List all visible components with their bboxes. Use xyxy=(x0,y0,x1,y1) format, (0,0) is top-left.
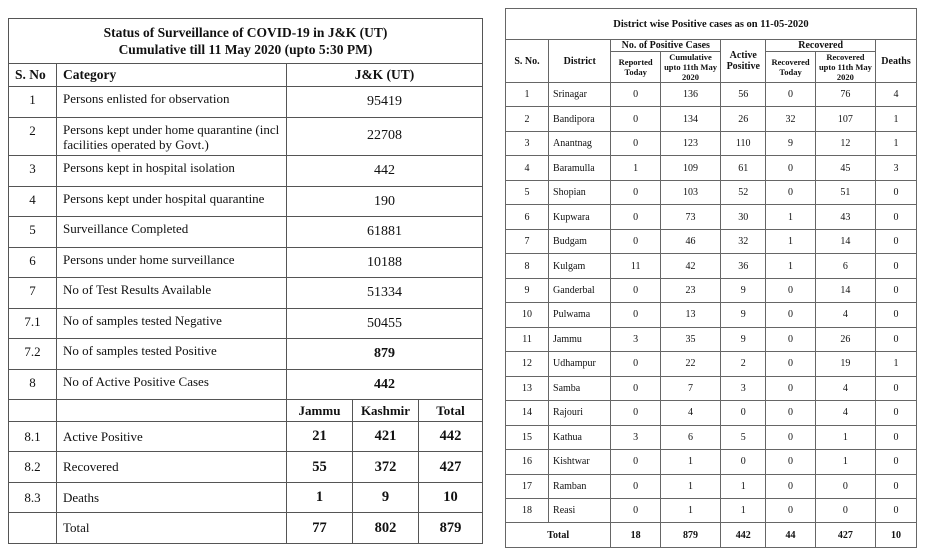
district-reported: 0 xyxy=(611,107,660,131)
district-row xyxy=(506,425,917,449)
district-rec-today: 0 xyxy=(766,180,815,204)
district-rec-today: 0 xyxy=(766,352,815,376)
district-name: Ramban xyxy=(549,474,611,498)
region-row xyxy=(9,482,483,513)
header-recovered-today: Recovered Today xyxy=(766,52,815,83)
district-reported: 0 xyxy=(611,498,660,522)
district-rec-total: 76 xyxy=(815,83,875,107)
district-reported: 0 xyxy=(611,450,660,474)
district-deaths: 0 xyxy=(876,401,917,425)
district-sno: 9 xyxy=(506,278,549,302)
district-row xyxy=(506,498,917,522)
district-active: 36 xyxy=(721,254,766,278)
district-rec-total: 12 xyxy=(815,131,875,155)
row-value: 51334 xyxy=(287,278,483,309)
district-deaths: 0 xyxy=(876,474,917,498)
district-rec-today: 0 xyxy=(766,425,815,449)
header-jk-ut: J&K (UT) xyxy=(287,64,483,87)
district-rec-total: 0 xyxy=(815,474,875,498)
district-sno: 6 xyxy=(506,205,549,229)
district-reported: 0 xyxy=(611,401,660,425)
district-total-row xyxy=(506,523,917,548)
district-reported: 3 xyxy=(611,425,660,449)
district-reported: 0 xyxy=(611,474,660,498)
district-reported: 3 xyxy=(611,327,660,351)
district-deaths: 0 xyxy=(876,180,917,204)
district-reported: 0 xyxy=(611,205,660,229)
district-name: Udhampur xyxy=(549,352,611,376)
district-rec-total: 43 xyxy=(815,205,875,229)
district-rec-today: 1 xyxy=(766,254,815,278)
district-sno: 1 xyxy=(506,83,549,107)
row-sno: 8.2 xyxy=(9,452,57,483)
district-active: 9 xyxy=(721,278,766,302)
district-row xyxy=(506,131,917,155)
district-active: 9 xyxy=(721,303,766,327)
table-row xyxy=(9,369,483,400)
region-row xyxy=(9,421,483,452)
district-deaths: 0 xyxy=(876,498,917,522)
district-rec-total: 26 xyxy=(815,327,875,351)
row-value: 50455 xyxy=(287,308,483,339)
district-cumulative: 109 xyxy=(660,156,720,180)
district-active: 0 xyxy=(721,401,766,425)
total-value: 442 xyxy=(419,421,483,452)
district-cumulative: 46 xyxy=(660,229,720,253)
district-deaths: 3 xyxy=(876,156,917,180)
district-row xyxy=(506,107,917,131)
jammu-value: 1 xyxy=(287,482,353,513)
district-row xyxy=(506,254,917,278)
row-value: 879 xyxy=(287,339,483,370)
district-reported: 0 xyxy=(611,376,660,400)
district-cases-panel xyxy=(505,8,917,548)
row-sno xyxy=(9,513,57,544)
district-cases-table xyxy=(505,8,917,548)
row-category: Persons enlisted for observation xyxy=(57,87,287,118)
row-sno: 8 xyxy=(9,369,57,400)
region-header-blank xyxy=(9,400,57,421)
header-active-positive: Active Positive xyxy=(721,40,766,83)
district-reported: 11 xyxy=(611,254,660,278)
district-row xyxy=(506,83,917,107)
district-active: 30 xyxy=(721,205,766,229)
district-cumulative: 136 xyxy=(660,83,720,107)
jammu-value: 21 xyxy=(287,421,353,452)
district-name: Kishtwar xyxy=(549,450,611,474)
district-row xyxy=(506,401,917,425)
district-active: 32 xyxy=(721,229,766,253)
district-cumulative: 1 xyxy=(660,498,720,522)
table-row xyxy=(9,217,483,248)
district-active: 110 xyxy=(721,131,766,155)
district-sno: 14 xyxy=(506,401,549,425)
district-rec-today: 0 xyxy=(766,376,815,400)
row-category: Persons kept under hospital quarantine xyxy=(57,186,287,217)
district-rec-total: 14 xyxy=(815,278,875,302)
district-deaths: 0 xyxy=(876,254,917,278)
district-cumulative: 1 xyxy=(660,450,720,474)
district-name: Samba xyxy=(549,376,611,400)
district-active: 1 xyxy=(721,474,766,498)
table-row xyxy=(9,156,483,187)
header-sno: S. No. xyxy=(506,40,549,83)
district-row xyxy=(506,450,917,474)
table-row xyxy=(9,308,483,339)
district-row xyxy=(506,156,917,180)
district-sno: 12 xyxy=(506,352,549,376)
kashmir-value: 372 xyxy=(353,452,419,483)
header-recovered-cumulative: Recovered upto 11th May 2020 xyxy=(815,52,875,83)
district-deaths: 0 xyxy=(876,376,917,400)
district-name: Bandipora xyxy=(549,107,611,131)
district-rec-today: 0 xyxy=(766,401,815,425)
district-row xyxy=(506,278,917,302)
district-active: 61 xyxy=(721,156,766,180)
district-reported: 0 xyxy=(611,131,660,155)
district-name: Budgam xyxy=(549,229,611,253)
district-sno: 2 xyxy=(506,107,549,131)
district-name: Baramulla xyxy=(549,156,611,180)
header-reported-today: Reported Today xyxy=(611,52,660,83)
row-category: No of Active Positive Cases xyxy=(57,369,287,400)
district-sno: 18 xyxy=(506,498,549,522)
header-total: Total xyxy=(419,400,483,421)
district-rec-today: 9 xyxy=(766,131,815,155)
district-deaths: 1 xyxy=(876,107,917,131)
district-row xyxy=(506,180,917,204)
district-name: Anantnag xyxy=(549,131,611,155)
district-sno: 8 xyxy=(506,254,549,278)
district-cumulative: 123 xyxy=(660,131,720,155)
district-reported: 0 xyxy=(611,180,660,204)
total-value: 10 xyxy=(419,482,483,513)
total-rec-total: 427 xyxy=(815,523,875,548)
district-cumulative: 13 xyxy=(660,303,720,327)
district-active: 9 xyxy=(721,327,766,351)
region-header-blank xyxy=(57,400,287,421)
district-rec-total: 4 xyxy=(815,401,875,425)
district-row xyxy=(506,303,917,327)
district-rec-today: 0 xyxy=(766,498,815,522)
district-reported: 1 xyxy=(611,156,660,180)
district-row xyxy=(506,229,917,253)
title-line-2: Cumulative till 11 May 2020 (upto 5:30 PM) xyxy=(118,42,373,57)
row-sno: 7.2 xyxy=(9,339,57,370)
district-sno: 16 xyxy=(506,450,549,474)
district-rec-today: 0 xyxy=(766,474,815,498)
district-cumulative: 4 xyxy=(660,401,720,425)
district-rec-total: 19 xyxy=(815,352,875,376)
district-rec-total: 45 xyxy=(815,156,875,180)
table-row xyxy=(9,87,483,118)
district-deaths: 0 xyxy=(876,425,917,449)
district-row xyxy=(506,205,917,229)
surveillance-status-panel xyxy=(8,18,482,544)
region-row xyxy=(9,513,483,544)
district-active: 26 xyxy=(721,107,766,131)
district-sno: 10 xyxy=(506,303,549,327)
table-row xyxy=(9,117,483,156)
district-name: Kupwara xyxy=(549,205,611,229)
table-row xyxy=(9,186,483,217)
district-cumulative: 7 xyxy=(660,376,720,400)
district-row xyxy=(506,376,917,400)
header-deaths: Deaths xyxy=(876,40,917,83)
row-value: 442 xyxy=(287,156,483,187)
district-active: 3 xyxy=(721,376,766,400)
row-sno: 1 xyxy=(9,87,57,118)
row-category: No of samples tested Negative xyxy=(57,308,287,339)
total-label: Total xyxy=(506,523,611,548)
district-rec-total: 14 xyxy=(815,229,875,253)
district-deaths: 0 xyxy=(876,303,917,327)
total-active: 442 xyxy=(721,523,766,548)
header-category: Category xyxy=(57,64,287,87)
district-rec-today: 1 xyxy=(766,205,815,229)
district-row xyxy=(506,327,917,351)
header-positive-cases: No. of Positive Cases xyxy=(611,40,721,52)
row-category: Active Positive xyxy=(57,421,287,452)
district-rec-total: 0 xyxy=(815,498,875,522)
district-name: Ganderbal xyxy=(549,278,611,302)
title-line-1: Status of Surveillance of COVID-19 in J&K (UT) xyxy=(103,25,388,40)
row-value: 61881 xyxy=(287,217,483,248)
total-value: 879 xyxy=(419,513,483,544)
district-sno: 13 xyxy=(506,376,549,400)
region-row xyxy=(9,452,483,483)
row-sno: 7 xyxy=(9,278,57,309)
district-deaths: 1 xyxy=(876,131,917,155)
table-row xyxy=(9,339,483,370)
district-rec-total: 51 xyxy=(815,180,875,204)
row-sno: 4 xyxy=(9,186,57,217)
district-sno: 4 xyxy=(506,156,549,180)
header-recovered: Recovered xyxy=(766,40,876,52)
kashmir-value: 421 xyxy=(353,421,419,452)
district-rec-today: 0 xyxy=(766,450,815,474)
table-row xyxy=(9,278,483,309)
district-rec-today: 0 xyxy=(766,327,815,351)
row-sno: 8.1 xyxy=(9,421,57,452)
row-category: Surveillance Completed xyxy=(57,217,287,248)
row-value: 22708 xyxy=(287,117,483,156)
kashmir-value: 802 xyxy=(353,513,419,544)
district-deaths: 0 xyxy=(876,205,917,229)
district-rec-total: 6 xyxy=(815,254,875,278)
district-reported: 0 xyxy=(611,83,660,107)
row-category: Total xyxy=(57,513,287,544)
district-sno: 5 xyxy=(506,180,549,204)
district-name: Kathua xyxy=(549,425,611,449)
row-value: 190 xyxy=(287,186,483,217)
row-sno: 8.3 xyxy=(9,482,57,513)
district-active: 52 xyxy=(721,180,766,204)
total-cumulative: 879 xyxy=(660,523,720,548)
row-category: Persons kept in hospital isolation xyxy=(57,156,287,187)
district-rec-total: 1 xyxy=(815,450,875,474)
district-reported: 0 xyxy=(611,229,660,253)
district-row xyxy=(506,474,917,498)
row-value: 442 xyxy=(287,369,483,400)
row-category: No of samples tested Positive xyxy=(57,339,287,370)
header-kashmir: Kashmir xyxy=(353,400,419,421)
district-table-title: District wise Positive cases as on 11-05-2020 xyxy=(506,9,917,40)
jammu-value: 77 xyxy=(287,513,353,544)
row-category: No of Test Results Available xyxy=(57,278,287,309)
district-name: Reasi xyxy=(549,498,611,522)
row-category: Persons under home surveillance xyxy=(57,247,287,278)
district-deaths: 0 xyxy=(876,278,917,302)
district-rec-today: 0 xyxy=(766,83,815,107)
district-cumulative: 73 xyxy=(660,205,720,229)
region-header-row xyxy=(9,400,483,421)
district-cumulative: 35 xyxy=(660,327,720,351)
district-name: Pulwama xyxy=(549,303,611,327)
district-cumulative: 1 xyxy=(660,474,720,498)
jammu-value: 55 xyxy=(287,452,353,483)
row-sno: 2 xyxy=(9,117,57,156)
district-sno: 17 xyxy=(506,474,549,498)
total-value: 427 xyxy=(419,452,483,483)
district-sno: 11 xyxy=(506,327,549,351)
district-sno: 7 xyxy=(506,229,549,253)
district-deaths: 1 xyxy=(876,352,917,376)
header-district: District xyxy=(549,40,611,83)
district-cumulative: 42 xyxy=(660,254,720,278)
header-cumulative: Cumulative upto 11th May 2020 xyxy=(660,52,720,83)
district-cumulative: 22 xyxy=(660,352,720,376)
total-rec-today: 44 xyxy=(766,523,815,548)
district-sno: 15 xyxy=(506,425,549,449)
district-rec-total: 4 xyxy=(815,376,875,400)
district-rec-today: 0 xyxy=(766,278,815,302)
district-rec-today: 32 xyxy=(766,107,815,131)
row-value: 95419 xyxy=(287,87,483,118)
row-value: 10188 xyxy=(287,247,483,278)
district-name: Jammu xyxy=(549,327,611,351)
district-name: Kulgam xyxy=(549,254,611,278)
district-rec-today: 0 xyxy=(766,156,815,180)
district-active: 2 xyxy=(721,352,766,376)
district-cumulative: 103 xyxy=(660,180,720,204)
district-rec-total: 107 xyxy=(815,107,875,131)
district-deaths: 0 xyxy=(876,327,917,351)
row-category: Persons kept under home quarantine (incl facilities operated by Govt.) xyxy=(57,117,287,156)
district-rec-today: 1 xyxy=(766,229,815,253)
district-active: 1 xyxy=(721,498,766,522)
kashmir-value: 9 xyxy=(353,482,419,513)
district-cumulative: 134 xyxy=(660,107,720,131)
district-name: Srinagar xyxy=(549,83,611,107)
district-sno: 3 xyxy=(506,131,549,155)
district-deaths: 0 xyxy=(876,229,917,253)
district-reported: 0 xyxy=(611,303,660,327)
row-sno: 7.1 xyxy=(9,308,57,339)
surveillance-status-table xyxy=(8,18,483,544)
district-rec-total: 1 xyxy=(815,425,875,449)
district-cumulative: 6 xyxy=(660,425,720,449)
district-row xyxy=(506,352,917,376)
district-reported: 0 xyxy=(611,278,660,302)
district-active: 5 xyxy=(721,425,766,449)
total-reported: 18 xyxy=(611,523,660,548)
row-category: Recovered xyxy=(57,452,287,483)
district-deaths: 4 xyxy=(876,83,917,107)
row-sno: 6 xyxy=(9,247,57,278)
district-name: Rajouri xyxy=(549,401,611,425)
district-name: Shopian xyxy=(549,180,611,204)
table-row xyxy=(9,247,483,278)
district-active: 0 xyxy=(721,450,766,474)
district-rec-today: 0 xyxy=(766,303,815,327)
header-row xyxy=(9,64,483,87)
district-active: 56 xyxy=(721,83,766,107)
district-cumulative: 23 xyxy=(660,278,720,302)
table-title xyxy=(9,19,483,64)
header-sno: S. No xyxy=(9,64,57,87)
row-sno: 3 xyxy=(9,156,57,187)
district-reported: 0 xyxy=(611,352,660,376)
row-sno: 5 xyxy=(9,217,57,248)
header-jammu: Jammu xyxy=(287,400,353,421)
district-deaths: 0 xyxy=(876,450,917,474)
total-deaths: 10 xyxy=(876,523,917,548)
district-rec-total: 4 xyxy=(815,303,875,327)
row-category: Deaths xyxy=(57,482,287,513)
